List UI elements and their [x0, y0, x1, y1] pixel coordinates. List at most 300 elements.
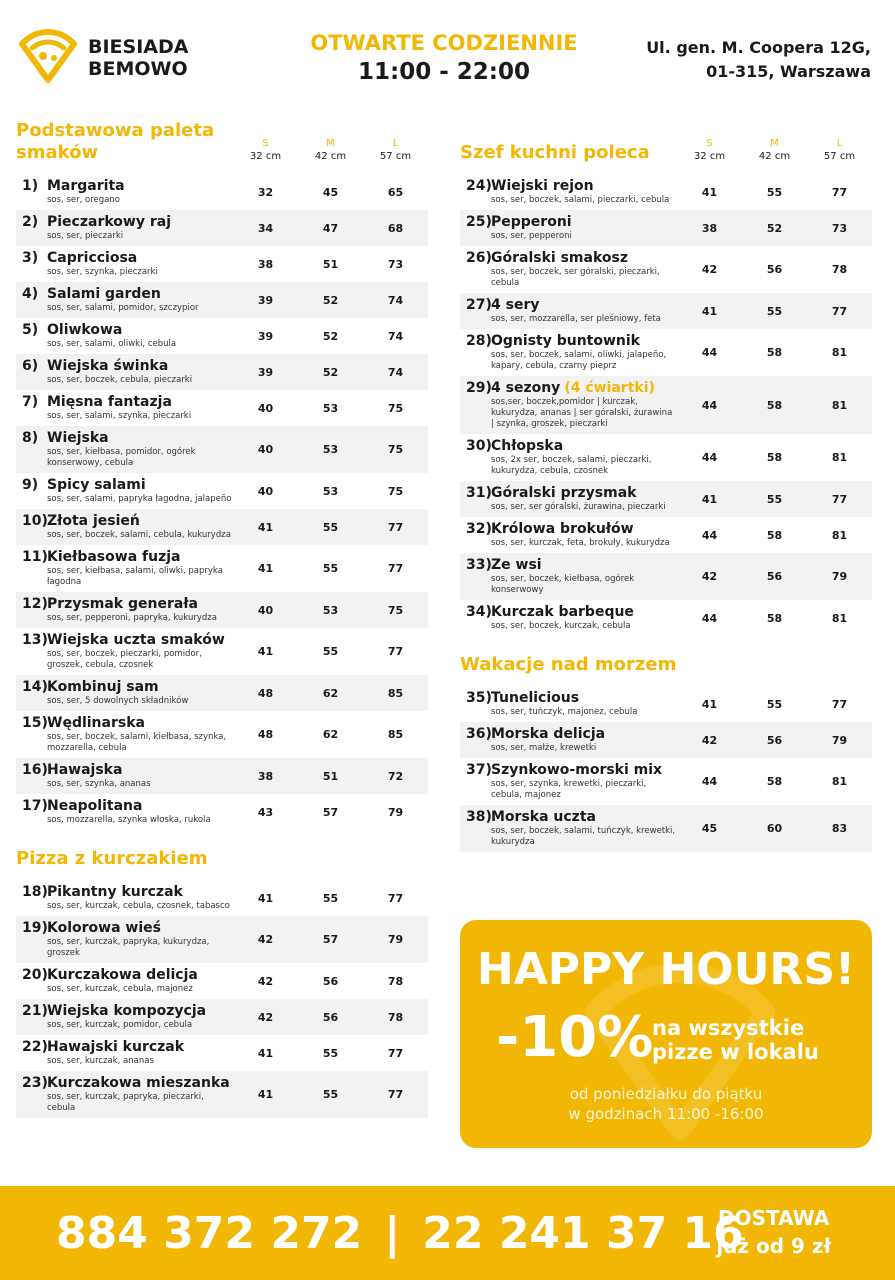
menu-item-title — [22, 920, 233, 937]
menu-item-info — [22, 286, 233, 314]
price-m: 55 — [766, 697, 783, 711]
menu-item — [16, 628, 428, 675]
menu-item — [16, 282, 428, 318]
menu-item-ingredients: sos, ser, oregano — [47, 195, 120, 205]
menu-item-info — [22, 214, 233, 242]
menu-item-info — [22, 250, 233, 278]
menu-item-title — [22, 286, 233, 303]
menu-item-info — [466, 521, 677, 549]
menu-item-name: Królowa brokułów — [491, 521, 634, 537]
price-l: 81 — [831, 451, 848, 464]
address-line-2: 01-315, Warszawa — [706, 62, 871, 81]
menu-item-number: 9) — [22, 477, 39, 493]
menu-item-title — [22, 322, 233, 339]
price-m: 55 — [766, 185, 783, 199]
price-l: 78 — [387, 974, 404, 988]
menu-item-ingredients: sos, ser, małże, krewetki — [491, 743, 597, 753]
menu-item-name: Capricciosa — [47, 250, 138, 266]
menu-item-name: Margarita — [47, 178, 125, 194]
menu-item-title — [22, 358, 233, 375]
menu-item-name: Wiejska — [47, 430, 109, 446]
price-l: 75 — [387, 401, 404, 415]
menu-item-number: 23) — [22, 1075, 48, 1091]
menu-item — [460, 686, 872, 722]
size-label: M — [770, 138, 779, 149]
menu-item-name: Neapolitana — [47, 798, 143, 814]
menu-item-ingredients: sos, ser, szynka, pieczarki — [47, 267, 158, 277]
menu-item — [16, 354, 428, 390]
price-l: 77 — [387, 1046, 404, 1060]
price-s: 44 — [701, 451, 718, 464]
menu-item — [16, 1071, 428, 1118]
menu-item-number: 21) — [22, 1003, 48, 1019]
menu-item-ingredients: sos, ser, ser góralski, żurawina, pieczarki — [491, 502, 666, 512]
size-header — [677, 137, 742, 163]
price-l: 75 — [387, 603, 404, 617]
menu-item — [460, 293, 872, 329]
price-s: 44 — [701, 346, 718, 359]
price-l: 73 — [387, 257, 404, 271]
menu-item-info — [466, 214, 677, 242]
menu-item-number: 12) — [22, 596, 48, 612]
menu-item-title — [466, 178, 677, 195]
menu-item-title — [466, 762, 677, 779]
header — [0, 0, 895, 110]
menu-item-ingredients: sos,ser, boczek,pomidor | kurczak, kukurydza, ananas | ser góralski, żurawina | szynka, groszek, pieczarki — [491, 397, 673, 429]
menu-item-number: 30) — [466, 438, 492, 454]
menu-item — [460, 434, 872, 481]
menu-item-ingredients: sos, ser, boczek, salami, tuńczyk, krewetki, kukurydza — [491, 826, 676, 847]
menu-item-name: Przysmak generała — [47, 596, 198, 612]
section-title: Podstawowa paleta smaków — [16, 120, 215, 163]
menu-item-info — [22, 884, 233, 912]
section-title: Pizza z kurczakiem — [16, 848, 208, 869]
menu-item-info — [22, 762, 233, 790]
menu-item-title — [22, 967, 233, 984]
menu-item-name: Wiejski rejon — [491, 178, 594, 194]
section-chicken — [16, 830, 428, 1118]
menu-item-ingredients: sos, ser, salami, oliwki, cebula — [47, 339, 177, 349]
menu-item-info — [22, 967, 233, 995]
price-s: 39 — [257, 329, 274, 343]
price-m: 60 — [766, 822, 783, 835]
menu-item-name: Wiejska uczta smaków — [47, 632, 225, 648]
promo-discount-line-2: pizze w lokalu — [652, 1040, 819, 1064]
size-label: S — [706, 138, 713, 149]
menu-item-title — [22, 1039, 233, 1056]
menu-item-title — [466, 604, 677, 621]
menu-item-title — [22, 1003, 233, 1020]
price-l: 85 — [387, 686, 404, 700]
menu-item — [460, 246, 872, 293]
menu-item — [16, 545, 428, 592]
menu-item — [16, 1035, 428, 1071]
price-m: 55 — [322, 645, 339, 658]
menu-item-info — [22, 394, 233, 422]
menu-item-info — [466, 178, 677, 206]
menu-item-number: 38) — [466, 809, 492, 825]
menu-item-number: 29) — [466, 380, 492, 396]
menu-item-ingredients: sos, ser, pieczarki — [47, 231, 124, 241]
size-header — [742, 137, 807, 163]
menu-item-number: 5) — [22, 322, 39, 338]
promo-title: HAPPY HOURS! — [476, 944, 856, 995]
price-l: 81 — [831, 611, 848, 625]
menu-item — [16, 426, 428, 473]
menu-item-title — [22, 549, 233, 566]
menu-item-ingredients: sos, ser, pepperoni, papryka, kukurydza — [47, 613, 217, 623]
menu-item-title — [22, 214, 233, 231]
menu-item-ingredients: sos, ser, boczek, pieczarki, pomidor, groszek, cebula, czosnek — [47, 649, 202, 670]
menu-item-number: 18) — [22, 884, 48, 900]
menu-item-name: Mięsna fantazja — [47, 394, 172, 410]
menu-item-number: 4) — [22, 286, 39, 302]
menu-list — [460, 174, 872, 636]
menu-item-info — [22, 1075, 233, 1114]
price-m: 55 — [766, 492, 783, 506]
price-s: 44 — [701, 775, 718, 788]
menu-item-title — [466, 438, 677, 455]
menu-item — [16, 509, 428, 545]
promo-discount-text — [652, 1016, 819, 1064]
price-m: 55 — [322, 891, 339, 905]
menu-item-ingredients: sos, ser, boczek, salami, cebula, kukurydza — [47, 530, 231, 540]
price-s: 39 — [257, 293, 274, 307]
price-m: 56 — [766, 263, 783, 276]
promo-note-line-1: od poniedziałku do piątku — [569, 1085, 763, 1103]
price-m: 47 — [322, 221, 339, 235]
menu-item-info — [466, 297, 677, 325]
price-l: 77 — [831, 304, 848, 318]
menu-item — [460, 722, 872, 758]
menu-item-name: Szynkowo-morski mix — [491, 762, 663, 778]
price-l: 77 — [387, 1088, 404, 1101]
menu-item-ingredients: sos, ser, kurczak, cebula, czosnek, tabasco — [47, 901, 230, 911]
section-header — [460, 636, 872, 686]
menu-item-name: Kurczakowa delicja — [47, 967, 198, 983]
price-l: 79 — [831, 733, 848, 747]
menu-item-name: Kombinuj sam — [47, 679, 159, 695]
menu-item-number: 14) — [22, 679, 48, 695]
menu-item-ingredients: sos, ser, kurczak, papryka, kukurydza, groszek — [47, 937, 210, 958]
menu-item-info — [466, 726, 677, 754]
price-l: 79 — [387, 805, 404, 819]
delivery-info — [716, 1204, 831, 1260]
menu-item-title — [22, 250, 233, 267]
menu-item-title — [22, 798, 233, 815]
menu-item-number: 37) — [466, 762, 492, 778]
menu-item-title — [22, 715, 233, 732]
menu-item-ingredients: sos, ser, boczek, salami, oliwki, jalapeño, kapary, cebula, czarny pieprz — [491, 350, 667, 371]
price-s: 41 — [701, 304, 718, 318]
menu-item-title — [466, 333, 677, 350]
menu-item-ingredients: sos, ser, pepperoni — [491, 231, 572, 241]
menu-item-name: 4 sery — [491, 297, 540, 313]
menu-item-title — [22, 632, 233, 649]
menu-item — [16, 246, 428, 282]
size-label: L — [392, 138, 399, 149]
price-m: 52 — [322, 293, 339, 307]
section-basic — [16, 116, 428, 830]
hours-title: OTWARTE CODZIENNIE — [310, 31, 578, 55]
size-header — [363, 137, 428, 163]
price-l: 79 — [387, 933, 404, 946]
size-header — [298, 137, 363, 163]
menu-item-number: 25) — [466, 214, 492, 230]
menu-item-number: 11) — [22, 549, 48, 565]
price-l: 81 — [831, 398, 848, 412]
price-l: 79 — [831, 570, 848, 583]
price-s: 42 — [701, 733, 718, 747]
size-cm: 42 cm — [758, 151, 791, 162]
price-m: 53 — [322, 484, 339, 498]
menu-item-title — [466, 690, 677, 707]
size-label: L — [836, 138, 843, 149]
menu-item — [16, 794, 428, 830]
menu-item-info — [22, 596, 233, 624]
price-s: 40 — [257, 443, 274, 456]
menu-item-name: Pikantny kurczak — [47, 884, 183, 900]
menu-item-title — [22, 513, 233, 530]
menu-list — [16, 880, 428, 1118]
delivery-line-2: już od 9 zł — [716, 1234, 831, 1258]
size-header — [807, 137, 872, 163]
price-l: 77 — [387, 891, 404, 905]
menu-item-info — [22, 549, 233, 588]
price-m: 58 — [766, 398, 783, 412]
menu-item-title — [22, 679, 233, 696]
price-m: 45 — [322, 185, 339, 199]
section-header — [16, 830, 428, 880]
menu-item-title — [22, 1075, 233, 1092]
menu-item-name: Hawajski kurczak — [47, 1039, 185, 1055]
price-m: 51 — [322, 769, 339, 783]
price-s: 41 — [257, 562, 274, 575]
price-l: 83 — [831, 822, 848, 835]
promo-note — [460, 1084, 872, 1124]
menu-item — [460, 553, 872, 600]
menu-item-info — [466, 557, 677, 596]
menu-item-ingredients: sos, ser, kiełbasa, pomidor, ogórek konserwowy, cebula — [47, 447, 196, 468]
menu-item — [16, 210, 428, 246]
price-l: 85 — [387, 728, 404, 741]
price-m: 57 — [322, 933, 339, 946]
price-s: 41 — [701, 185, 718, 199]
menu-item-info — [22, 798, 233, 826]
price-m: 58 — [766, 775, 783, 788]
price-m: 51 — [322, 257, 339, 271]
price-m: 56 — [322, 1010, 339, 1024]
menu-item-name: Chłopska — [491, 438, 564, 454]
price-s: 48 — [257, 686, 274, 700]
menu-item-info — [466, 604, 677, 632]
price-l: 74 — [387, 329, 404, 343]
menu-item-number: 27) — [466, 297, 492, 313]
menu-item-info — [466, 762, 677, 801]
price-s: 45 — [701, 822, 718, 835]
menu-item — [16, 318, 428, 354]
menu-item-name: Ze wsi — [491, 557, 542, 573]
menu-item — [16, 174, 428, 210]
menu-item-title — [22, 596, 233, 613]
menu-item-name: Złota jesień — [47, 513, 140, 529]
menu-item-info — [22, 322, 233, 350]
menu-item-name: Morska delicja — [491, 726, 606, 742]
menu-item-name: Tunelicious — [491, 690, 580, 706]
delivery-line-1: DOSTAWA — [718, 1206, 830, 1230]
price-l: 78 — [387, 1010, 404, 1024]
price-s: 40 — [257, 484, 274, 498]
menu-item-name: Oliwkowa — [47, 322, 123, 338]
price-m: 55 — [322, 1088, 339, 1101]
price-s: 41 — [701, 492, 718, 506]
price-s: 41 — [257, 1088, 274, 1101]
price-m: 53 — [322, 443, 339, 456]
size-headers — [677, 137, 872, 163]
price-l: 65 — [387, 185, 404, 199]
menu-item — [460, 758, 872, 805]
menu-item-number: 22) — [22, 1039, 48, 1055]
menu-item-title — [22, 394, 233, 411]
menu-item-number: 34) — [466, 604, 492, 620]
price-s: 40 — [257, 401, 274, 415]
menu-item-ingredients: sos, ser, boczek, salami, kiełbasa, szynka, mozzarella, cebula — [47, 732, 227, 753]
left-column — [16, 116, 428, 1118]
menu-list — [460, 686, 872, 852]
menu-item-title — [22, 762, 233, 779]
menu-item-ingredients: sos, ser, boczek, ser góralski, pieczarki, cebula — [491, 267, 660, 288]
size-header — [233, 137, 298, 163]
menu-item-title — [22, 884, 233, 901]
menu-item-number: 2) — [22, 214, 39, 230]
menu-item-name: Wiejska kompozycja — [47, 1003, 207, 1019]
price-l: 81 — [831, 775, 848, 788]
price-l: 77 — [831, 185, 848, 199]
menu-item-info — [22, 358, 233, 386]
menu-item-info — [466, 250, 677, 289]
price-s: 41 — [701, 697, 718, 711]
menu-item-number: 15) — [22, 715, 48, 731]
menu-item-title — [22, 430, 233, 447]
price-m: 56 — [322, 974, 339, 988]
menu-item-ingredients: sos, ser, kurczak, pomidor, cebula — [47, 1020, 193, 1030]
price-s: 41 — [257, 520, 274, 534]
menu-item-title — [466, 380, 677, 397]
price-s: 40 — [257, 603, 274, 617]
size-cm: 32 cm — [249, 151, 282, 162]
menu-item-info — [22, 178, 233, 206]
menu-item-ingredients: sos, ser, tuńczyk, majonez, cebula — [491, 707, 638, 717]
price-m: 53 — [322, 603, 339, 617]
menu-item — [460, 174, 872, 210]
menu-item-name: Góralski przysmak — [491, 485, 637, 501]
menu-item — [16, 916, 428, 963]
price-l: 72 — [387, 769, 404, 783]
footer — [0, 1186, 895, 1280]
price-s: 42 — [701, 263, 718, 276]
menu-item-title — [466, 250, 677, 267]
menu-item-name: Kurczakowa mieszanka — [47, 1075, 230, 1091]
menu-item-info — [466, 485, 677, 513]
size-headers — [233, 137, 428, 163]
price-l: 77 — [387, 520, 404, 534]
right-column — [460, 116, 872, 852]
menu-item-name: Pepperoni — [491, 214, 572, 230]
price-m: 52 — [322, 329, 339, 343]
price-s: 42 — [257, 974, 274, 988]
opening-hours — [300, 30, 588, 88]
menu-item-info — [22, 430, 233, 469]
menu-item-title — [22, 178, 233, 195]
menu-item — [460, 376, 872, 434]
section-header — [460, 116, 872, 174]
address-line-1: Ul. gen. M. Coopera 12G, — [646, 38, 871, 57]
menu-item-number: 26) — [466, 250, 492, 266]
menu-item-ingredients: sos, ser, boczek, salami, pieczarki, cebula — [491, 195, 670, 205]
section-sea — [460, 636, 872, 852]
menu-item-name: Spicy salami — [47, 477, 146, 493]
price-m: 56 — [766, 570, 783, 583]
menu-item-name: Wędlinarska — [47, 715, 145, 731]
menu-item — [16, 963, 428, 999]
menu-item-number: 7) — [22, 394, 39, 410]
promo-discount-line-1: na wszystkie — [652, 1016, 805, 1040]
price-m: 56 — [766, 733, 783, 747]
menu-item-number: 13) — [22, 632, 48, 648]
price-s: 38 — [257, 769, 274, 783]
phone-2[interactable]: 22 241 37 16 — [422, 1208, 744, 1259]
price-s: 44 — [701, 528, 718, 542]
menu-item — [16, 473, 428, 509]
menu-item — [16, 390, 428, 426]
phone-1[interactable]: 884 372 272 — [56, 1208, 363, 1259]
menu-item-info — [22, 1003, 233, 1031]
menu-item-info — [22, 1039, 233, 1067]
price-m: 52 — [322, 365, 339, 379]
price-s: 41 — [257, 645, 274, 658]
size-label: S — [262, 138, 269, 149]
menu-item — [16, 592, 428, 628]
menu-item-number: 33) — [466, 557, 492, 573]
menu-item-info — [22, 679, 233, 707]
menu-item-ingredients: sos, ser, mozzarella, ser pleśniowy, feta — [491, 314, 661, 324]
menu-item-info — [22, 632, 233, 671]
menu-item-number: 31) — [466, 485, 492, 501]
menu-item-title — [466, 557, 677, 574]
price-l: 81 — [831, 528, 848, 542]
menu-item-info — [466, 809, 677, 848]
menu-item-number: 24) — [466, 178, 492, 194]
brand-name — [88, 36, 188, 80]
menu-item-title — [22, 477, 233, 494]
menu-item — [16, 711, 428, 758]
menu-item-ingredients: sos, 2x ser, boczek, salami, pieczarki, kukurydza, cebula, czosnek — [491, 455, 652, 476]
phone-separator: | — [384, 1208, 401, 1259]
menu-item-info — [22, 715, 233, 754]
promo-discount: -10% — [496, 1005, 654, 1070]
menu-item-name: Hawajska — [47, 762, 123, 778]
menu-item-name: Kiełbasowa fuzja — [47, 549, 181, 565]
price-m: 58 — [766, 451, 783, 464]
address — [646, 36, 871, 84]
section-chef — [460, 116, 872, 636]
menu-item-name: Kurczak barbeque — [491, 604, 634, 620]
price-l: 81 — [831, 346, 848, 359]
price-l: 77 — [387, 562, 404, 575]
price-s: 42 — [257, 1010, 274, 1024]
menu-item — [460, 481, 872, 517]
price-m: 58 — [766, 346, 783, 359]
